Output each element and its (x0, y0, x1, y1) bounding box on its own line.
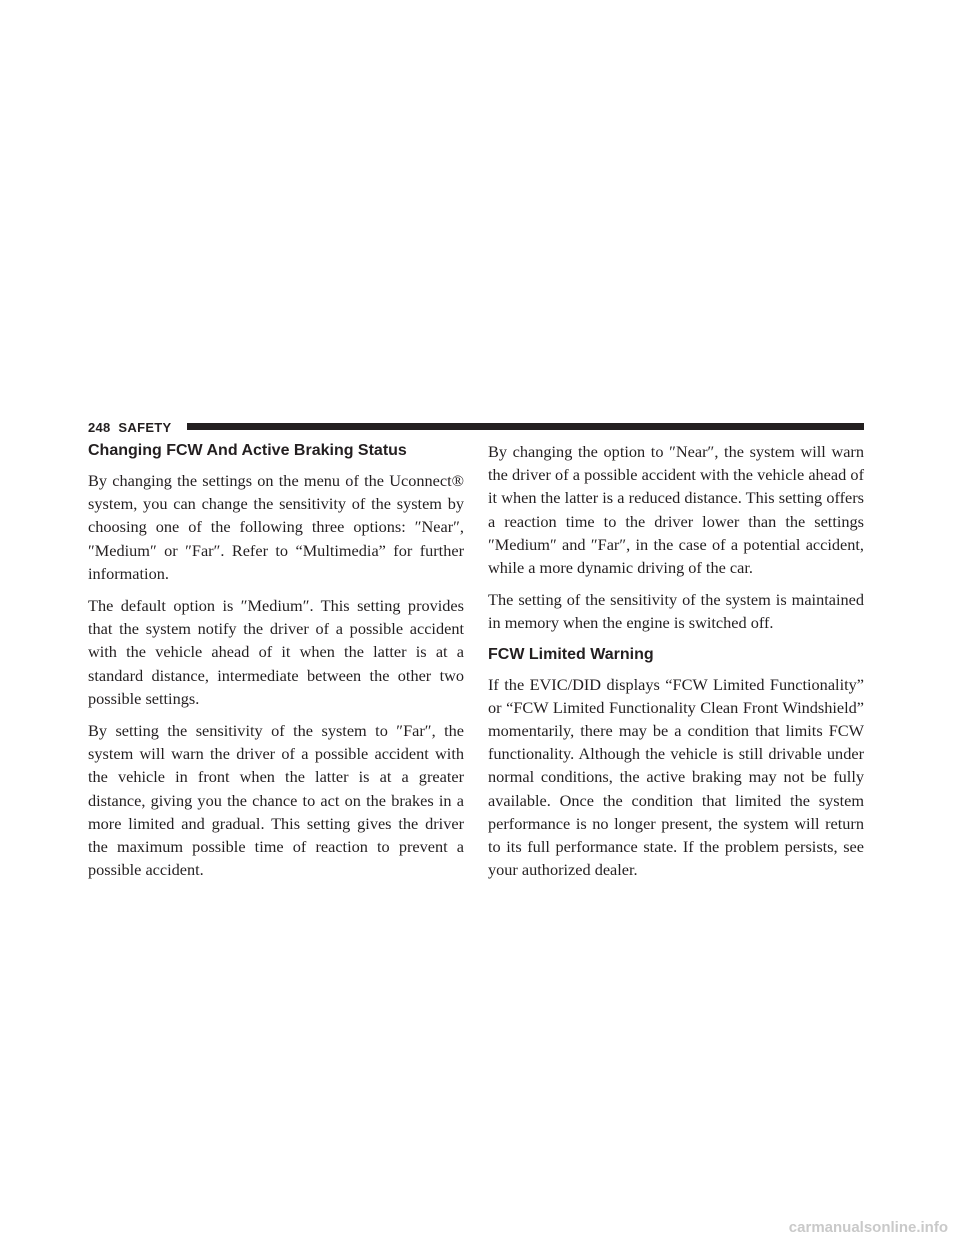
paragraph-far-setting: By setting the sensitivity of the system to ″Far″, the system will warn the driver of a possible accident with the vehicle in front when the latter is at a greater distance, giving you the chance to act on the brakes in a more limited and gradual. This setting gives the driver the maximum possible time of reaction to prevent a possible accident. (88, 721, 464, 880)
page-header (88, 420, 864, 436)
paragraph-default-medium: The default option is ″Medium″. This setting provides that the system notify the driver of a possible accident with the vehicle ahead of it when the latter is at a standard distance, intermediate between the other two possible settings. (88, 596, 464, 708)
section-heading-fcw-limited: FCW Limited Warning (488, 645, 654, 663)
right-column (488, 440, 864, 890)
left-column (88, 440, 464, 890)
header-rule (187, 423, 864, 430)
paragraph-fcw-limited: If the EVIC/DID displays “FCW Limited Functionality” or “FCW Limited Functionality Clean Front Windshield” momentarily, there may be a condition that limits FCW functionality. Although the vehicle is still drivable under normal conditions, the active braking may not be fully available. Once the condition that limited the system performance is no longer present, the system will return to its full performance state. If the problem persists, see your authorized dealer. (488, 674, 864, 880)
paragraph-near-setting: By changing the option to ″Near″, the system will warn the driver of a possible accident with the vehicle ahead of it when the latter is a reduced distance. This setting offers a reaction time to the driver lower than the settings ″Medium″ and ″Far″, in the case of a potential accident, while a more dynamic driving of the car. (488, 442, 864, 578)
section-heading-changing-fcw: Changing FCW And Active Braking Status (88, 442, 407, 459)
paragraph-uconnect-settings: By changing the settings on the menu of the Uconnect® system, you can change the sensitivity of the system by choosing one of the following three options: ″Near″, ″Medium″ or ″Far″. Refer to “Multimedia” for further information. (88, 471, 464, 583)
page-number: 248 (88, 420, 111, 435)
paragraph-sensitivity-memory: The setting of the sensitivity of the system is maintained in memory when the engine is switched off. (488, 590, 864, 633)
page-folio (88, 420, 172, 436)
section-title: SAFETY (118, 420, 172, 435)
watermark-text: carmanualsonline.info (788, 1219, 948, 1236)
